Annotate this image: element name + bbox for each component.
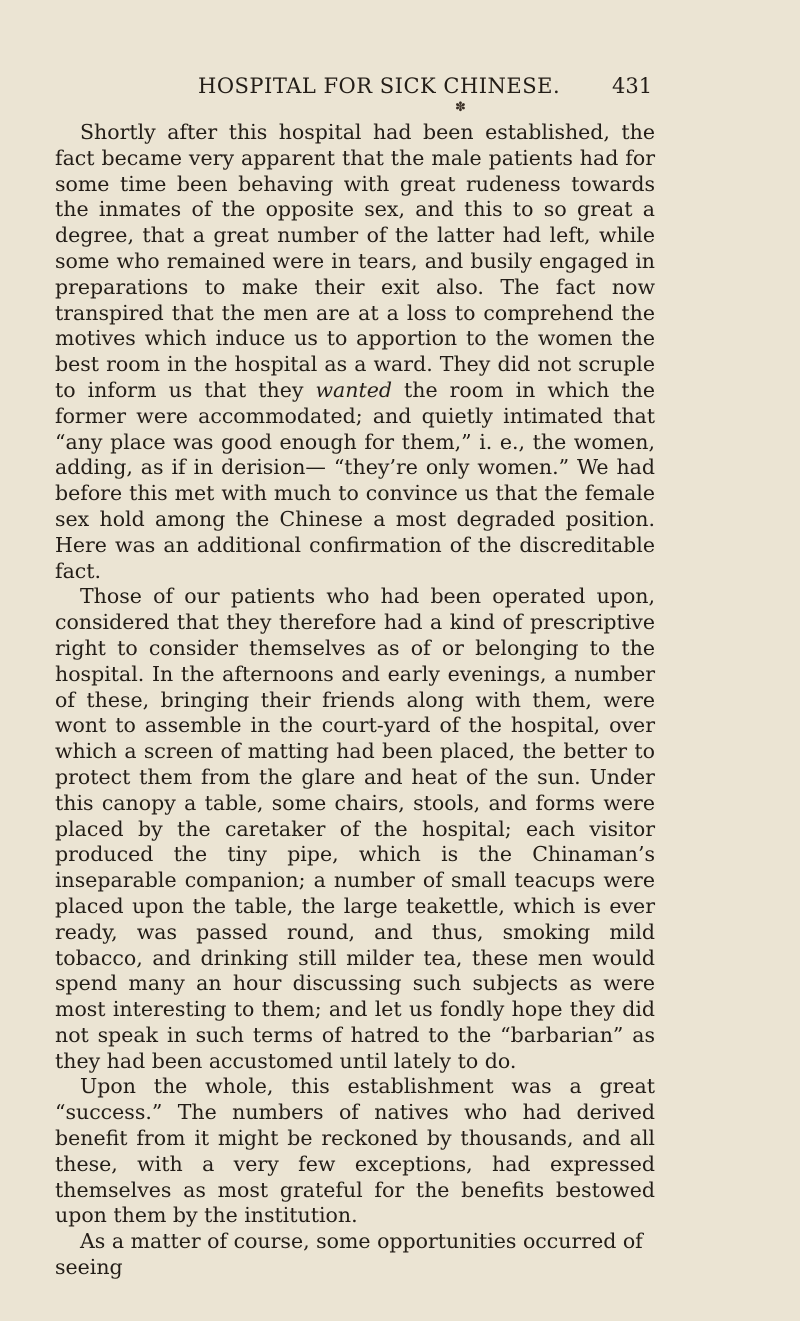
paragraph-3: Upon the whole, this establishment was a great “success.” The numbers of natives who had derived benefit from it might be reckoned by thousands, and all these, with a very few exceptions, had expressed themselves as most grateful for the benefits bestowed upon them by the institution. [55, 1074, 655, 1228]
ornament-mark: ✽ [455, 100, 466, 115]
emphasized-word: wanted [315, 377, 392, 402]
paragraph-1-text-before: Shortly after this hospital had been established, the fact became very apparent that the male patients had for some time been behaving with great rudeness towards the inmates of the opposite sex, and this to so great a degree, that a great number of the latter had left, while some who remained were in tears, and busily engaged in preparations to make their exit also. The fact now transpired that the men are at a loss to comprehend the motives which induce us to apportion to the women the best room in the hospital as a ward. They did not scruple to inform us that they [55, 120, 655, 402]
paragraph-1 [55, 120, 655, 584]
paragraph-4: As a matter of course, some opportunities occurred of seeing [55, 1229, 643, 1280]
running-title: HOSPITAL FOR SICK CHINESE. [198, 74, 561, 98]
paragraph-1-text-after: the room in which the former were accommodated; and quietly intimated that “any place was good enough for them,” i. e., the women, adding, as if in derision— “they’re only women.” We had before this met with much to convince us that the female sex hold among the Chinese a most degraded position. Here was an additional confirmation of the discreditable fact. [55, 377, 655, 583]
body-text [55, 120, 655, 1281]
page-number: 431 [612, 74, 653, 98]
paragraph-2: Those of our patients who had been operated upon, considered that they therefore had a kind of prescriptive right to consider themselves as of or belonging to the hospital. In the afternoons and early evenings, a number of these, bringing their friends along with them, were wont to assemble in the court-yard of the hospital, over which a screen of matting had been placed, the better to protect them from the glare and heat of the sun. Under this canopy a table, some chairs, stools, and forms were placed by the caretaker of the hospital; each visitor produced the tiny pipe, which is the Chinaman’s inseparable companion; a number of small teacups were placed upon the table, the large teakettle, which is ever ready, was passed round, and thus, smoking mild tobacco, and drinking still milder tea, these men would spend many an hour discussing such subjects as were most interesting to them; and let us fondly hope they did not speak in such terms of hatred to the “barbarian” as they had been accustomed until lately to do. [55, 584, 655, 1073]
